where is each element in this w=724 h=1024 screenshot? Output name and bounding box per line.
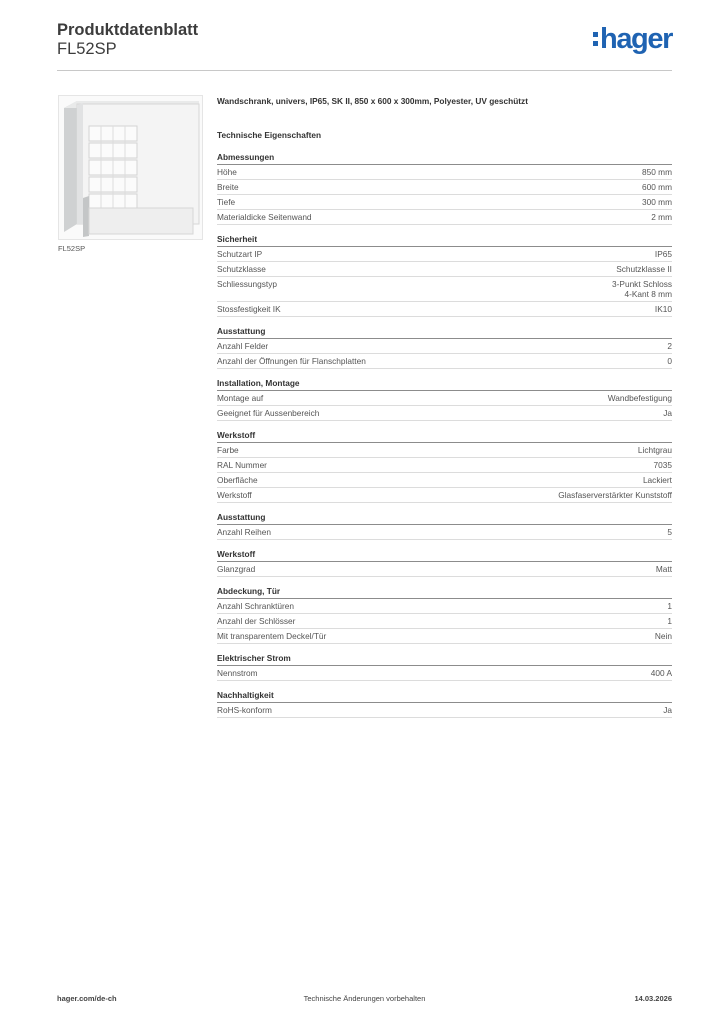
spec-value-line: Ja [663,408,672,418]
spec-row [217,339,672,354]
spec-value [667,341,672,351]
spec-section [217,586,672,644]
spec-section [217,326,672,369]
spec-value [656,564,672,574]
spec-value-line: 2 mm [651,212,672,222]
spec-row [217,302,672,317]
spec-row [217,277,672,302]
spec-label: Materialdicke Seitenwand [217,212,312,222]
spec-value [642,167,672,177]
spec-section [217,378,672,421]
spec-value [612,279,672,299]
spec-value-line: 1 [667,616,672,626]
spec-value [655,304,672,314]
spec-label: RAL Nummer [217,460,267,470]
spec-value [643,475,672,485]
spec-value-line: 850 mm [642,167,672,177]
section-title: Abdeckung, Tür [217,586,672,599]
spec-section [217,549,672,577]
spec-row [217,703,672,718]
spec-value [655,631,672,641]
spec-label: Schliessungstyp [217,279,277,289]
spec-row [217,599,672,614]
spec-row [217,354,672,369]
spec-row [217,614,672,629]
spec-row [217,180,672,195]
section-title: Installation, Montage [217,378,672,391]
spec-label: Stossfestigkeit IK [217,304,281,314]
spec-value [651,212,672,222]
spec-row [217,488,672,503]
spec-label: Höhe [217,167,237,177]
logo-text: hager [600,22,672,55]
spec-label: Breite [217,182,239,192]
spec-label: Anzahl Felder [217,341,269,351]
spec-row [217,247,672,262]
spec-value [642,182,672,192]
spec-label: Montage auf [217,393,264,403]
spec-section [217,653,672,681]
spec-value-line: Matt [655,564,672,574]
spec-label: Schutzklasse [217,264,266,274]
spec-value [667,601,672,611]
page-header [57,20,672,71]
spec-value-line: 3-Punkt Schloss [612,279,672,289]
spec-label: Geeignet für Aussenbereich [217,408,320,418]
footer-disclaimer: Technische Änderungen vorbehalten [303,994,426,1003]
spec-value-line: Nein [654,631,672,641]
spec-value-line: 2 [667,341,672,351]
section-title: Werkstoff [217,549,672,562]
spec-section [217,690,672,718]
section-title: Nachhaltigkeit [217,690,672,703]
section-title: Ausstattung [217,512,672,525]
spec-section [217,152,672,225]
spec-label: Schutzart IP [217,249,263,259]
section-title: Elektrischer Strom [217,653,672,666]
spec-label: Mit transparentem Deckel/Tür [217,631,327,641]
spec-row [217,525,672,540]
spec-value [663,408,672,418]
tech-properties-heading: Technische Eigenschaften [217,130,322,140]
spec-section [217,512,672,540]
spec-label: Anzahl Schranktüren [217,601,295,611]
spec-row [217,458,672,473]
spec-row [217,666,672,681]
spec-row [217,195,672,210]
spec-value-line: Schutzklasse II [616,264,672,274]
section-title: Sicherheit [217,234,672,247]
spec-label: Anzahl der Öffnungen für Flanschplatten [217,356,366,366]
product-number: FL52SP [57,40,117,58]
spec-value-line: 4-Kant 8 mm [624,289,672,299]
spec-label: Tiefe [217,197,236,207]
spec-row [217,443,672,458]
spec-label: Werkstoff [217,490,252,500]
spec-value-line: Glasfaserverstärkter Kunststoff [558,490,672,500]
spec-value-line: IP65 [654,249,672,259]
spec-value [667,356,672,366]
spec-value-line: Lichtgrau [637,445,672,455]
spec-content [217,95,672,718]
spec-section [217,234,672,317]
spec-value [655,249,672,259]
spec-label: Farbe [217,445,239,455]
spec-value [654,460,672,470]
product-image [58,95,203,240]
spec-value [651,668,672,678]
spec-sections [217,152,672,718]
spec-row [217,391,672,406]
spec-value-line: 0 [667,356,672,366]
section-title: Abmessungen [217,152,672,165]
spec-value-line: 1 [667,601,672,611]
spec-row [217,629,672,644]
spec-value [667,616,672,626]
spec-label: Nennstrom [217,668,258,678]
spec-value-line: 5 [667,527,672,537]
footer-date: 14.03.2026 [634,994,672,1003]
image-caption: FL52SP [58,244,86,253]
spec-value [558,490,672,500]
cabinet-image-icon [59,96,202,239]
footer-website: hager.com/de-ch [57,994,117,1003]
spec-row [217,406,672,421]
document-title: Produktdatenblatt [57,21,199,39]
spec-value [667,527,672,537]
spec-value-line: IK10 [654,304,672,314]
spec-row [217,210,672,225]
spec-row [217,262,672,277]
spec-row [217,165,672,180]
spec-label: Anzahl Reihen [217,527,271,537]
spec-value-line: 400 A [650,668,672,678]
section-title: Ausstattung [217,326,672,339]
spec-row [217,473,672,488]
spec-label: Glanzgrad [217,564,256,574]
spec-value-line: 300 mm [642,197,672,207]
spec-value-line: Lackiert [642,475,672,485]
spec-value-line: Wandbefestigung [607,393,672,403]
spec-section [217,430,672,503]
hager-logo [593,24,672,54]
spec-label: Oberfläche [217,475,258,485]
spec-value [638,445,672,455]
section-title: Werkstoff [217,430,672,443]
spec-value-line: 7035 [653,460,672,470]
spec-value [663,705,672,715]
spec-value [608,393,672,403]
logo-dots-icon [593,32,598,46]
spec-value [642,197,672,207]
spec-value [616,264,672,274]
spec-label: Anzahl der Schlösser [217,616,296,626]
spec-label: RoHS-konform [217,705,272,715]
spec-row [217,562,672,577]
spec-value-line: 600 mm [642,182,672,192]
spec-value-line: Ja [663,705,672,715]
product-description: Wandschrank, univers, IP65, SK II, 850 x 600 x 300mm, Polyester, UV geschützt [217,96,528,106]
